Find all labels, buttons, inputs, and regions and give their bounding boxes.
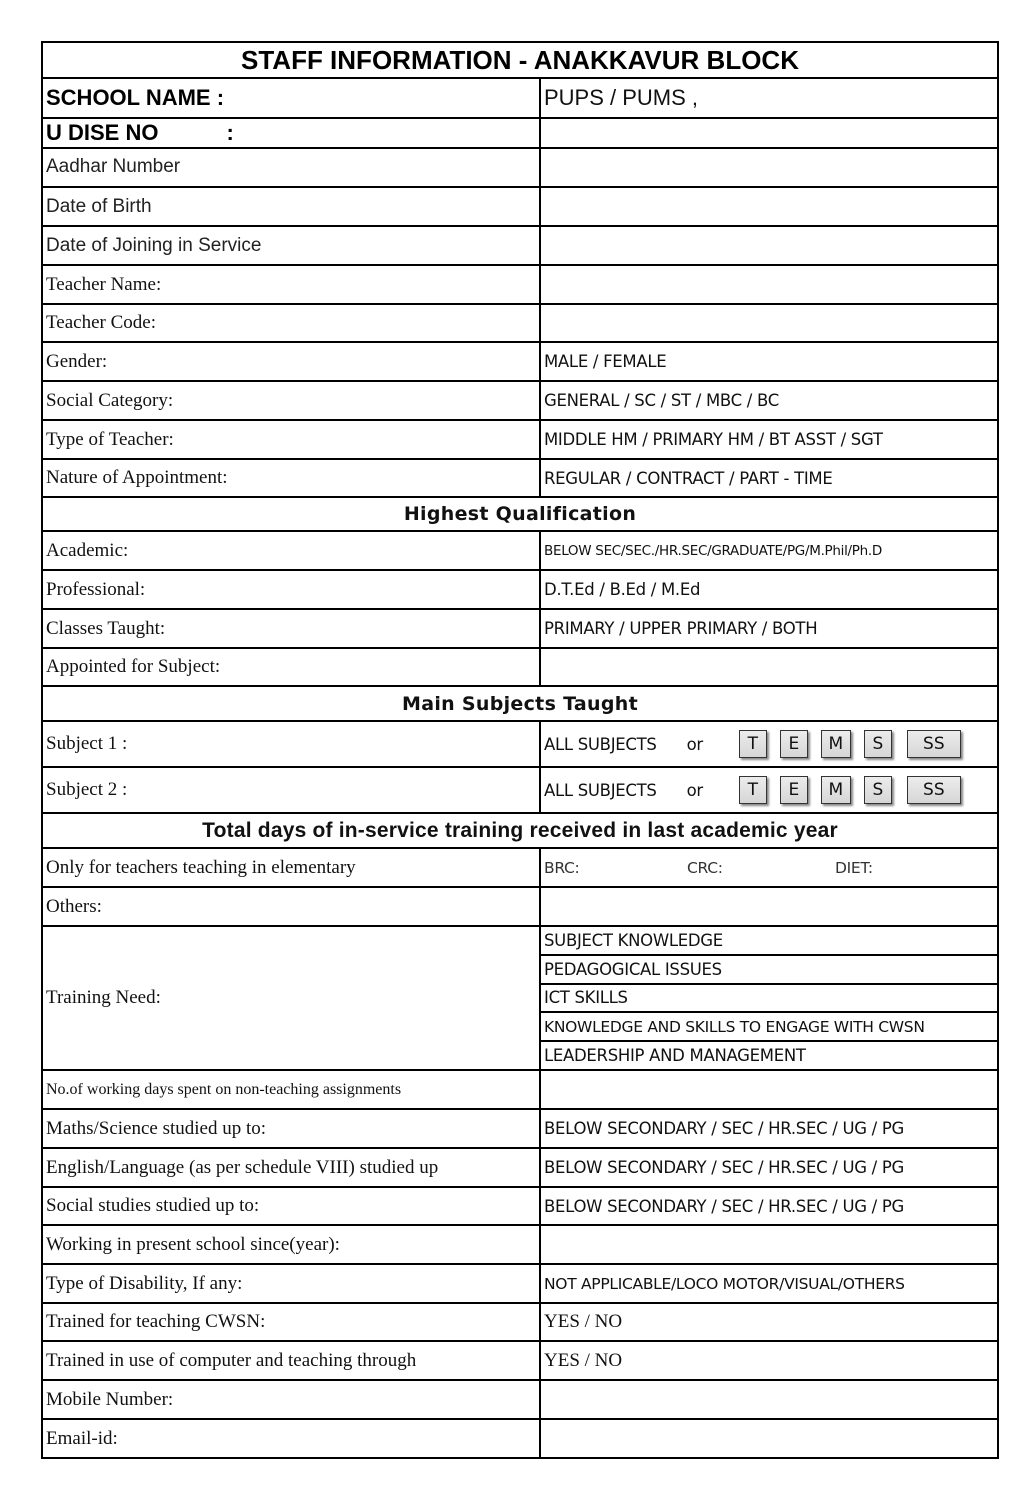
english-language-field[interactable] (541, 1149, 997, 1186)
disability-field[interactable] (541, 1265, 997, 1302)
others-training-label: Others: (46, 895, 102, 917)
udise-label: U DISE NO (46, 120, 159, 145)
academic-label: Academic: (46, 539, 129, 561)
professional-options: D.T.Ed / B.Ed / M.Ed (544, 580, 701, 599)
udise-colon: : (226, 120, 234, 145)
non-teaching-row (43, 1071, 997, 1110)
maths-science-label: Maths/Science studied up to: (46, 1117, 267, 1139)
social-studies-row (43, 1188, 997, 1226)
training-need-item[interactable] (541, 985, 997, 1014)
maths-science-field[interactable] (541, 1110, 997, 1147)
gender-label: Gender: (46, 350, 108, 372)
subject-1-option-english[interactable]: E (780, 730, 808, 758)
others-training-field[interactable] (541, 888, 997, 925)
training-need-cwsn: KNOWLEDGE AND SKILLS TO ENGAGE WITH CWSN (544, 1017, 925, 1036)
nature-of-appointment-options: REGULAR / CONTRACT / PART - TIME (544, 468, 833, 488)
subject-1-all-subjects[interactable]: ALL SUBJECTS (544, 734, 657, 754)
training-heading: Total days of in-service training received in last academic year (202, 818, 838, 842)
training-need-item[interactable] (541, 1042, 997, 1069)
nature-of-appointment-field[interactable] (541, 460, 997, 496)
diet-label: DIET: (835, 858, 873, 877)
maths-science-row (43, 1110, 997, 1149)
subject-1-option-science[interactable]: S (864, 730, 892, 758)
social-studies-options: BELOW SECONDARY / SEC / HR.SEC / UG / PG (544, 1196, 904, 1216)
elementary-training-field[interactable] (541, 849, 997, 886)
disability-row (43, 1265, 997, 1304)
disability-label: Type of Disability, If any: (46, 1272, 243, 1294)
nature-of-appointment-row (43, 460, 997, 498)
social-category-row (43, 382, 997, 421)
dob-row (43, 188, 997, 227)
elementary-training-label: Only for teachers teaching in elementary (46, 856, 356, 878)
appointed-for-subject-field[interactable] (541, 649, 997, 685)
type-of-teacher-label: Type of Teacher: (46, 428, 174, 450)
working-since-label: Working in present school since(year): (46, 1233, 340, 1255)
training-need-pedagogical-issues: PEDAGOGICAL ISSUES (544, 959, 722, 979)
subject-2-label: Subject 2 : (46, 779, 128, 800)
mobile-label: Mobile Number: (46, 1388, 174, 1410)
social-studies-label: Social studies studied up to: (46, 1195, 260, 1216)
appointed-for-subject-label: Appointed for Subject: (46, 656, 221, 677)
gender-field[interactable] (541, 343, 997, 380)
teacher-name-label: Teacher Name: (46, 273, 162, 295)
crc-label: CRC: (687, 858, 723, 877)
email-field[interactable] (541, 1420, 997, 1457)
training-need-ict-skills: ICT SKILLS (544, 988, 628, 1008)
doj-row (43, 227, 997, 266)
form-title: STAFF INFORMATION - ANAKKAVUR BLOCK (241, 44, 799, 75)
disability-options: NOT APPLICABLE/LOCO MOTOR/VISUAL/OTHERS (544, 1274, 905, 1293)
academic-row (43, 532, 997, 571)
highest-qualification-heading: Highest Qualification (403, 503, 637, 525)
teacher-code-field[interactable] (541, 305, 997, 341)
school-name-field[interactable] (541, 79, 997, 117)
trained-computer-label: Trained in use of computer and teaching through (46, 1349, 417, 1371)
doj-field[interactable] (541, 227, 997, 264)
classes-taught-field[interactable] (541, 610, 997, 647)
dob-field[interactable] (541, 188, 997, 225)
maths-science-options: BELOW SECONDARY / SEC / HR.SEC / UG / PG (544, 1119, 904, 1138)
email-label: Email-id: (46, 1427, 118, 1449)
non-teaching-label: No.of working days spent on non-teaching assignments (46, 1080, 402, 1098)
subject-1-or: or (686, 734, 703, 754)
subject-2-option-english[interactable]: E (780, 776, 808, 804)
trained-cwsn-field[interactable] (541, 1304, 997, 1340)
aadhar-field[interactable] (541, 149, 997, 186)
english-language-options: BELOW SECONDARY / SEC / HR.SEC / UG / PG (544, 1158, 904, 1177)
subject-2-option-tamil[interactable]: T (739, 776, 767, 804)
brc-label: BRC: (544, 858, 580, 877)
school-name-label: SCHOOL NAME : (46, 85, 225, 110)
mobile-field[interactable] (541, 1381, 997, 1418)
subject-2-option-science[interactable]: S (864, 776, 892, 804)
trained-cwsn-row (43, 1304, 997, 1342)
training-need-label: Training Need: (46, 987, 161, 1008)
subject-2-all-subjects[interactable]: ALL SUBJECTS (544, 780, 657, 800)
classes-taught-row (43, 610, 997, 649)
udise-field[interactable] (541, 119, 997, 147)
highest-qualification-header-row (43, 498, 997, 532)
type-of-teacher-row (43, 421, 997, 460)
dob-label: Date of Birth (46, 195, 152, 217)
nature-of-appointment-label: Nature of Appointment: (46, 467, 228, 488)
trained-computer-field[interactable] (541, 1342, 997, 1379)
trained-cwsn-label: Trained for teaching CWSN: (46, 1311, 266, 1332)
subject-1-options (739, 730, 961, 758)
working-since-row (43, 1226, 997, 1265)
subject-2-option-maths[interactable]: M (821, 776, 851, 804)
subject-2-or: or (686, 780, 703, 800)
aadhar-row (43, 149, 997, 188)
non-teaching-field[interactable] (541, 1071, 997, 1108)
training-need-subject-knowledge: SUBJECT KNOWLEDGE (544, 930, 723, 950)
training-need-item[interactable] (541, 927, 997, 956)
subject-1-option-maths[interactable]: M (821, 730, 851, 758)
trained-computer-options: YES / NO (544, 1350, 623, 1371)
school-name-row (43, 79, 997, 119)
training-need-item[interactable] (541, 956, 997, 985)
mobile-row (43, 1381, 997, 1420)
professional-label: Professional: (46, 578, 146, 600)
appointed-for-subject-row (43, 649, 997, 687)
trained-cwsn-options: YES / NO (544, 1311, 623, 1332)
social-category-options: GENERAL / SC / ST / MBC / BC (544, 391, 779, 410)
main-subjects-heading: Main Subjects Taught (402, 692, 638, 715)
subject-1-option-social-science[interactable]: SS (907, 730, 961, 758)
english-language-row (43, 1149, 997, 1188)
school-name-value: PUPS / PUMS , (544, 85, 699, 110)
type-of-teacher-field[interactable] (541, 421, 997, 458)
professional-row (43, 571, 997, 610)
subject-1-option-tamil[interactable]: T (739, 730, 767, 758)
social-category-field[interactable] (541, 382, 997, 419)
elementary-training-row (43, 849, 997, 888)
english-language-label: English/Language (as per schedule VIII) studied up (46, 1156, 439, 1178)
social-studies-field[interactable] (541, 1188, 997, 1224)
trained-computer-row (43, 1342, 997, 1381)
subject-2-option-social-science[interactable]: SS (907, 776, 961, 804)
teacher-code-label: Teacher Code: (46, 312, 156, 333)
staff-information-form (41, 41, 999, 1459)
email-row (43, 1420, 997, 1457)
professional-field[interactable] (541, 571, 997, 608)
academic-options: BELOW SEC/SEC./HR.SEC/GRADUATE/PG/M.Phil/Ph.D (544, 542, 882, 559)
classes-taught-options: PRIMARY / UPPER PRIMARY / BOTH (544, 619, 818, 638)
main-subjects-header-row (43, 687, 997, 722)
doj-label: Date of Joining in Service (46, 234, 262, 256)
training-need-item[interactable] (541, 1013, 997, 1042)
teacher-name-field[interactable] (541, 266, 997, 303)
udise-row (43, 119, 997, 149)
subject-2-options (739, 776, 961, 804)
gender-options: MALE / FEMALE (544, 352, 667, 371)
subject-1-row (43, 722, 997, 768)
aadhar-label: Aadhar Number (46, 156, 181, 177)
form-title-row (43, 43, 997, 79)
training-need-leadership: LEADERSHIP AND MANAGEMENT (544, 1046, 806, 1066)
training-need-options (541, 927, 997, 1069)
teacher-name-row (43, 266, 997, 305)
subject-2-row (43, 768, 997, 814)
gender-row (43, 343, 997, 382)
others-training-row (43, 888, 997, 927)
type-of-teacher-options: MIDDLE HM / PRIMARY HM / BT ASST / SGT (544, 430, 883, 449)
training-need-row (43, 927, 997, 1071)
training-header-row (43, 814, 997, 849)
social-category-label: Social Category: (46, 389, 174, 411)
classes-taught-label: Classes Taught: (46, 617, 166, 639)
teacher-code-row (43, 305, 997, 343)
academic-field[interactable] (541, 532, 997, 569)
working-since-field[interactable] (541, 1226, 997, 1263)
subject-1-label: Subject 1 : (46, 733, 128, 754)
